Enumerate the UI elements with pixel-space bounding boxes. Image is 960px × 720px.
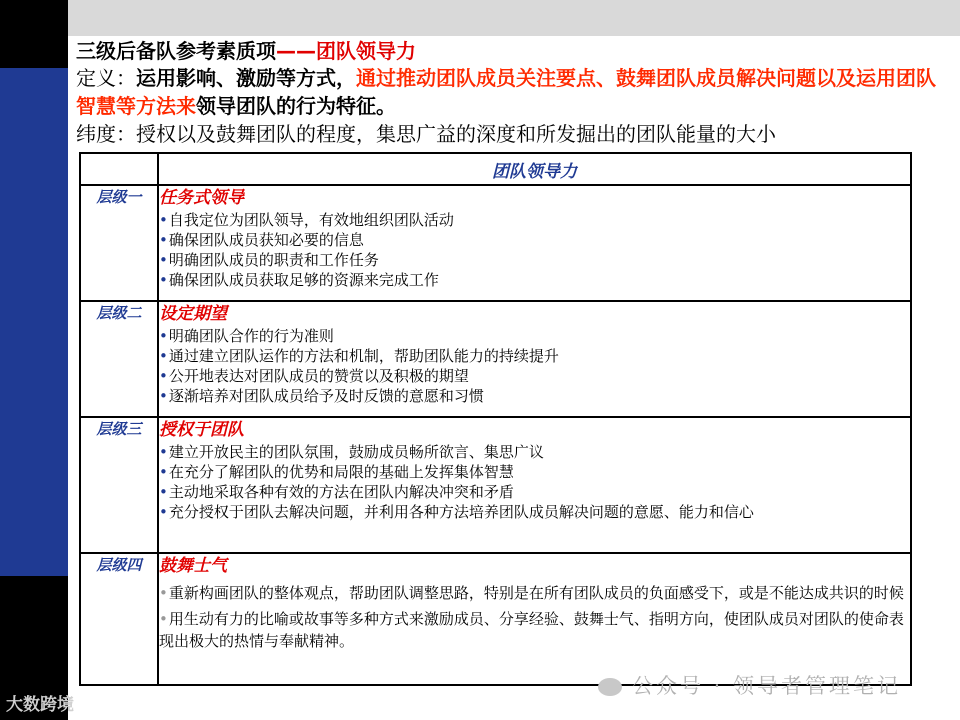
bullet-icon: • [159,251,168,269]
level-label: 层级二 [80,301,158,417]
table-row [80,185,911,301]
table-row [80,417,911,553]
bullet-icon: • [159,503,168,521]
list-item: •确保团队成员获知必要的信息 [159,231,364,249]
list-item: •明确团队成员的职责和工作任务 [159,251,379,269]
definition-bold: 运用影响、激励等方式， [136,66,356,90]
table-row [80,301,911,417]
table-header-blank [80,153,158,185]
list-item: •主动地采取各种有效的方法在团队内解决冲突和矛盾 [159,483,514,501]
bullet-icon: • [159,584,168,602]
list-item: •充分授权于团队去解决问题，并利用各种方法培养团队成员解决问题的意愿、能力和信心 [159,503,754,521]
bullet-icon: • [159,610,168,628]
bullet-icon: • [159,483,168,501]
title-highlight: ——团队领导力 [276,39,416,63]
definition-tail: 领导团队的行为特征。 [196,94,396,118]
left-blue-accent [0,68,68,576]
level-label: 层级四 [80,553,158,685]
top-bar [68,0,960,36]
list-item: •确保团队成员获取足够的资源来完成工作 [159,271,439,289]
level-label: 层级三 [80,417,158,553]
bullet-icon: • [159,463,168,481]
level-title: 设定期望 [159,304,227,324]
table-header-row [80,153,911,185]
level-content [158,417,911,553]
list-item: •建立开放民主的团队氛围，鼓励成员畅所欲言、集思广议 [159,443,544,461]
level-title: 任务式领导 [159,188,244,208]
list-item: •在充分了解团队的优势和局限的基础上发挥集体智慧 [159,463,514,481]
wechat-watermark: 公众号 · 领导者管理笔记 [598,670,901,700]
level-title: 鼓舞士气 [159,556,227,576]
list-item: •明确团队合作的行为准则 [159,327,334,345]
definition-label: 定义： [76,66,136,90]
bullet-icon: • [159,271,168,289]
bullet-icon: • [159,347,168,365]
list-item: •用生动有力的比喻或故事等多种方式来激励成员、分享经验、鼓舞士气、指明方向，使团队成员对团队的使命表现出极大的热情与奉献精神。 [159,610,904,650]
wechat-icon [598,678,622,696]
page-title [76,37,416,65]
level-title: 授权于团队 [159,420,244,440]
bullet-icon: • [159,231,168,249]
title-prefix: 三级后备队参考素质项 [76,39,276,63]
bullet-icon: • [159,443,168,461]
list-item: •公开地表达对团队成员的赞赏以及积极的期望 [159,367,469,385]
level-label: 层级一 [80,185,158,301]
list-item: •自我定位为团队领导，有效地组织团队活动 [159,211,454,229]
table-header: 团队领导力 [158,153,911,185]
level-content [158,301,911,417]
definition [76,64,936,120]
list-item: •重新构画团队的整体观点，帮助团队调整思路，特别是在所有团队成员的负面感受下，或是不能达成共识的时候 [159,584,904,602]
competency-table [79,152,912,686]
dimension: 纬度：授权以及鼓舞团队的程度，集思广益的深度和所发掘出的团队能量的大小 [76,122,776,146]
bullet-icon: • [159,387,168,405]
list-item: •逐渐培养对团队成员给予及时反馈的意愿和习惯 [159,387,484,405]
bullet-icon: • [159,367,168,385]
bullet-icon: • [159,327,168,345]
bullet-icon: • [159,211,168,229]
list-item: •通过建立团队运作的方法和机制，帮助团队能力的持续提升 [159,347,559,365]
level-content [158,185,911,301]
definition-red: 通过推动团队成员关注要点、鼓舞团队成员解决问题以及运用团队智慧等方法来 [76,66,936,118]
level-content [158,553,911,685]
table-row [80,553,911,685]
logo-watermark: 大数跨境 [6,695,74,715]
